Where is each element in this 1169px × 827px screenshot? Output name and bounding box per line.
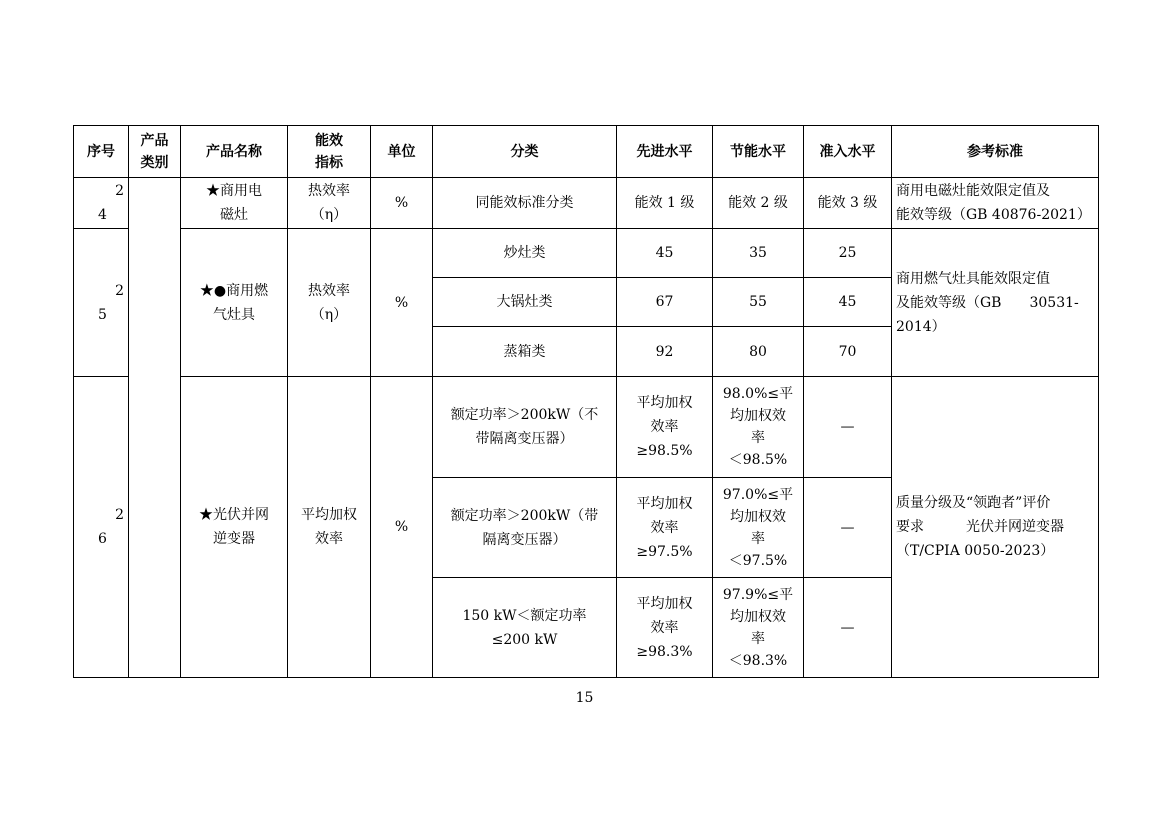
indicator-line: 效率 [315, 531, 343, 547]
advanced-line: 平均加权 [636, 395, 693, 411]
reference-line: 2014） [896, 318, 946, 335]
indicator [288, 229, 371, 377]
header-unit: 单位 [371, 126, 433, 178]
advanced-line: 平均加权 [636, 595, 693, 612]
reference-line: 商用电磁灶能效限定值及 [896, 183, 1050, 199]
saving-line: ＜97.5% [728, 552, 788, 569]
classification-line: 隔离变压器） [482, 531, 567, 548]
product-name-line: ★●商用燃 [199, 282, 269, 299]
unit: % [371, 377, 433, 678]
seq-digit: 2 [115, 507, 124, 523]
header-saving-level: 节能水平 [713, 126, 804, 178]
advanced-line: 效率 [650, 419, 679, 435]
advanced-level: 45 [617, 229, 713, 278]
reference-line: 能效等级（GB 40876-2021） [896, 207, 1091, 223]
seq-digit: 4 [98, 207, 107, 223]
reference-line: 及能效等级（GB 30531- [896, 294, 1079, 311]
advanced-line: 效率 [650, 519, 679, 536]
product-name-line: 气灶具 [213, 306, 255, 323]
header-category-line2: 类别 [140, 154, 169, 171]
product-name [181, 178, 288, 229]
advanced-level: 67 [617, 278, 713, 327]
saving-line: 率 [751, 530, 765, 547]
indicator-line: （η） [310, 306, 348, 323]
saving-level: 35 [713, 229, 804, 278]
header-indicator [288, 126, 371, 178]
classification-line: ≤200 kW [491, 631, 558, 648]
saving-line: 率 [751, 630, 765, 647]
indicator-line: 热效率 [308, 183, 350, 199]
advanced-level [617, 377, 713, 478]
advanced-line: 平均加权 [636, 495, 693, 512]
saving-line: 均加权效 [730, 408, 786, 424]
seq-digit: 6 [98, 531, 107, 547]
advanced-line: 效率 [650, 619, 679, 636]
product-name-line: 逆变器 [213, 531, 255, 547]
saving-line: 率 [751, 430, 765, 446]
product-name-line: 磁灶 [220, 207, 248, 223]
header-classification: 分类 [433, 126, 617, 178]
reference-line: 商用燃气灶具能效限定值 [896, 270, 1050, 287]
product-name [181, 377, 288, 678]
advanced-level: 能效 1 级 [617, 178, 713, 229]
saving-line: 98.0%≤平 [722, 386, 794, 402]
indicator-line: 热效率 [308, 282, 350, 299]
entry-level: 能效 3 级 [804, 178, 892, 229]
table-row [74, 178, 1099, 229]
reference-standard [892, 377, 1099, 678]
saving-level: 能效 2 级 [713, 178, 804, 229]
classification: 蒸箱类 [433, 327, 617, 377]
row-seq [74, 377, 129, 678]
classification-line: 额定功率＞200kW（不 [450, 407, 599, 423]
reference-standard [892, 229, 1099, 377]
advanced-line: ≥98.5% [636, 443, 693, 459]
advanced-level [617, 478, 713, 578]
reference-standard [892, 178, 1099, 229]
unit: % [371, 178, 433, 229]
classification [433, 377, 617, 478]
product-name-line: ★光伏并网 [199, 507, 269, 523]
header-category-line1: 产品 [140, 132, 169, 149]
reference-line: （T/CPIA 0050-2023） [896, 543, 1055, 559]
classification-line: 额定功率＞200kW（带 [450, 507, 599, 524]
entry-level: — [804, 478, 892, 578]
seq-digit: 2 [115, 183, 124, 199]
advanced-line: ≥97.5% [636, 543, 693, 560]
advanced-level [617, 578, 713, 678]
entry-level: — [804, 578, 892, 678]
advanced-level: 92 [617, 327, 713, 377]
product-name [181, 229, 288, 377]
indicator-line: （η） [310, 207, 348, 223]
header-indicator-line2: 指标 [315, 154, 343, 171]
saving-line: 均加权效 [730, 508, 786, 525]
entry-level: — [804, 377, 892, 478]
indicator [288, 377, 371, 678]
classification: 炒灶类 [433, 229, 617, 278]
header-product-name: 产品名称 [181, 126, 288, 178]
seq-digit: 5 [98, 306, 107, 323]
reference-line: 要求 光伏并网逆变器 [896, 519, 1064, 535]
reference-line: 质量分级及“领跑者”评价 [896, 495, 1051, 511]
saving-line: 均加权效 [730, 608, 786, 625]
header-indicator-line1: 能效 [315, 132, 343, 149]
product-name-line: ★商用电 [206, 183, 262, 199]
classification: 大锅灶类 [433, 278, 617, 327]
classification [433, 478, 617, 578]
saving-level [713, 377, 804, 478]
header-seq: 序号 [74, 126, 129, 178]
saving-line: 97.9%≤平 [722, 586, 794, 603]
unit: % [371, 229, 433, 377]
classification [433, 578, 617, 678]
product-category-cell [129, 178, 181, 678]
page-number: 15 [575, 690, 594, 706]
advanced-line: ≥98.3% [636, 643, 693, 660]
entry-level: 45 [804, 278, 892, 327]
header-row [74, 126, 1099, 178]
entry-level: 70 [804, 327, 892, 377]
saving-line: 97.0%≤平 [722, 486, 794, 503]
header-category [129, 126, 181, 178]
entry-level: 25 [804, 229, 892, 278]
row-seq [74, 229, 129, 377]
table-row [74, 229, 1099, 278]
indicator-line: 平均加权 [301, 507, 357, 523]
row-seq [74, 178, 129, 229]
saving-line: ＜98.3% [728, 652, 788, 669]
classification-line: 带隔离变压器） [475, 431, 574, 447]
saving-line: ＜98.5% [728, 452, 788, 468]
table-row [74, 377, 1099, 478]
saving-level: 55 [713, 278, 804, 327]
seq-digit: 2 [115, 282, 124, 299]
saving-level [713, 478, 804, 578]
saving-level: 80 [713, 327, 804, 377]
classification: 同能效标准分类 [433, 178, 617, 229]
saving-level [713, 578, 804, 678]
classification-line: 150 kW＜额定功率 [462, 607, 587, 624]
indicator [288, 178, 371, 229]
header-entry-level: 准入水平 [804, 126, 892, 178]
header-reference-standard: 参考标准 [892, 126, 1099, 178]
energy-efficiency-table [73, 125, 1099, 678]
header-advanced-level: 先进水平 [617, 126, 713, 178]
